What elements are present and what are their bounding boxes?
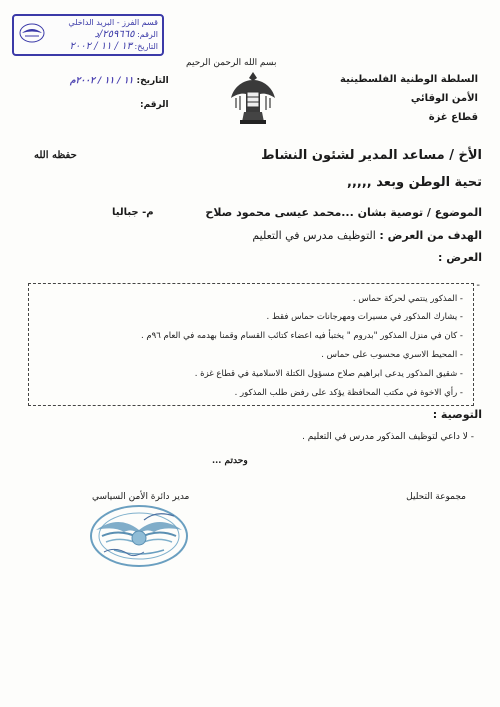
- receipt-stamp: [12, 14, 164, 56]
- emblem-icon: [18, 22, 46, 44]
- basmala: بسم الله الرحمن الرحيم: [186, 58, 277, 68]
- list-item: - رأي الاخوة في مكتب المحافظة يؤكد على رفض طلب المذكور .: [234, 388, 463, 398]
- honorific: حفظه الله: [34, 150, 77, 161]
- recommendation-heading: التوصية :: [432, 408, 482, 421]
- authority-department: الأمن الوقائي: [410, 93, 478, 104]
- issuing-authority: [340, 70, 478, 127]
- list-item: - المذكور ينتمي لحركة حماس .: [352, 294, 463, 304]
- analysis-group-signature: مجموعة التحليل: [406, 492, 466, 502]
- stamp-department: قسم الفرز - البريد الداخلي: [68, 18, 158, 27]
- director-signature: مدير دائرة الأمن السياسي: [92, 492, 190, 502]
- presentation-dash: -: [476, 280, 480, 291]
- purpose-line: الهدف من العرض : التوظيف مدرس في التعليم: [252, 229, 482, 242]
- stamp-number: الرقم: ٢٥٩٦٦٥/د: [94, 29, 158, 40]
- list-item: - شقيق المذكور يدعى ابراهيم صلاح مسؤول الكتلة الاسلامية في قطاع غزة .: [194, 369, 463, 379]
- closing-phrase: وحدتم ...: [212, 456, 248, 466]
- stamp-date: التاريخ: ١٣ / ١١ / ٢٠٠٢: [69, 41, 158, 52]
- subject-line: الموضوع / توصية بشان ...محمد عيسى محمود صلاح: [205, 206, 482, 219]
- eagle-emblem-icon: [228, 68, 278, 126]
- camp-location: م- جباليا: [112, 207, 154, 218]
- list-item: - المحيط الاسري محسوب على حماس .: [321, 350, 463, 360]
- addressee: الأخ / مساعد المدير لشئون النشاط: [261, 148, 482, 163]
- presentation-box: [28, 283, 474, 406]
- list-item: - يشارك المذكور في مسيرات ومهرجانات حماس فقط .: [266, 312, 463, 322]
- document-date: التاريخ: ١١ / ١١ / ٢٠٠٢م: [70, 76, 169, 86]
- presentation-heading: العرض :: [438, 251, 482, 264]
- authority-region: قطاع غزة: [428, 112, 478, 123]
- authority-name: السلطة الوطنية الفلسطينية: [340, 74, 478, 85]
- greeting: تحية الوطن وبعد ,,,,,: [347, 175, 482, 190]
- list-item: - كان في منزل المذكور "بدروم " يختبأ فيه اعضاء كتائب القسام وقمنا بهدمه في العام ٩٦م .: [140, 331, 463, 341]
- recommendation-text: - لا داعي لتوظيف المذكور مدرس في التعليم .: [302, 432, 474, 442]
- official-seal-icon: [84, 500, 194, 572]
- reference-number-label: الرقم:: [140, 100, 169, 110]
